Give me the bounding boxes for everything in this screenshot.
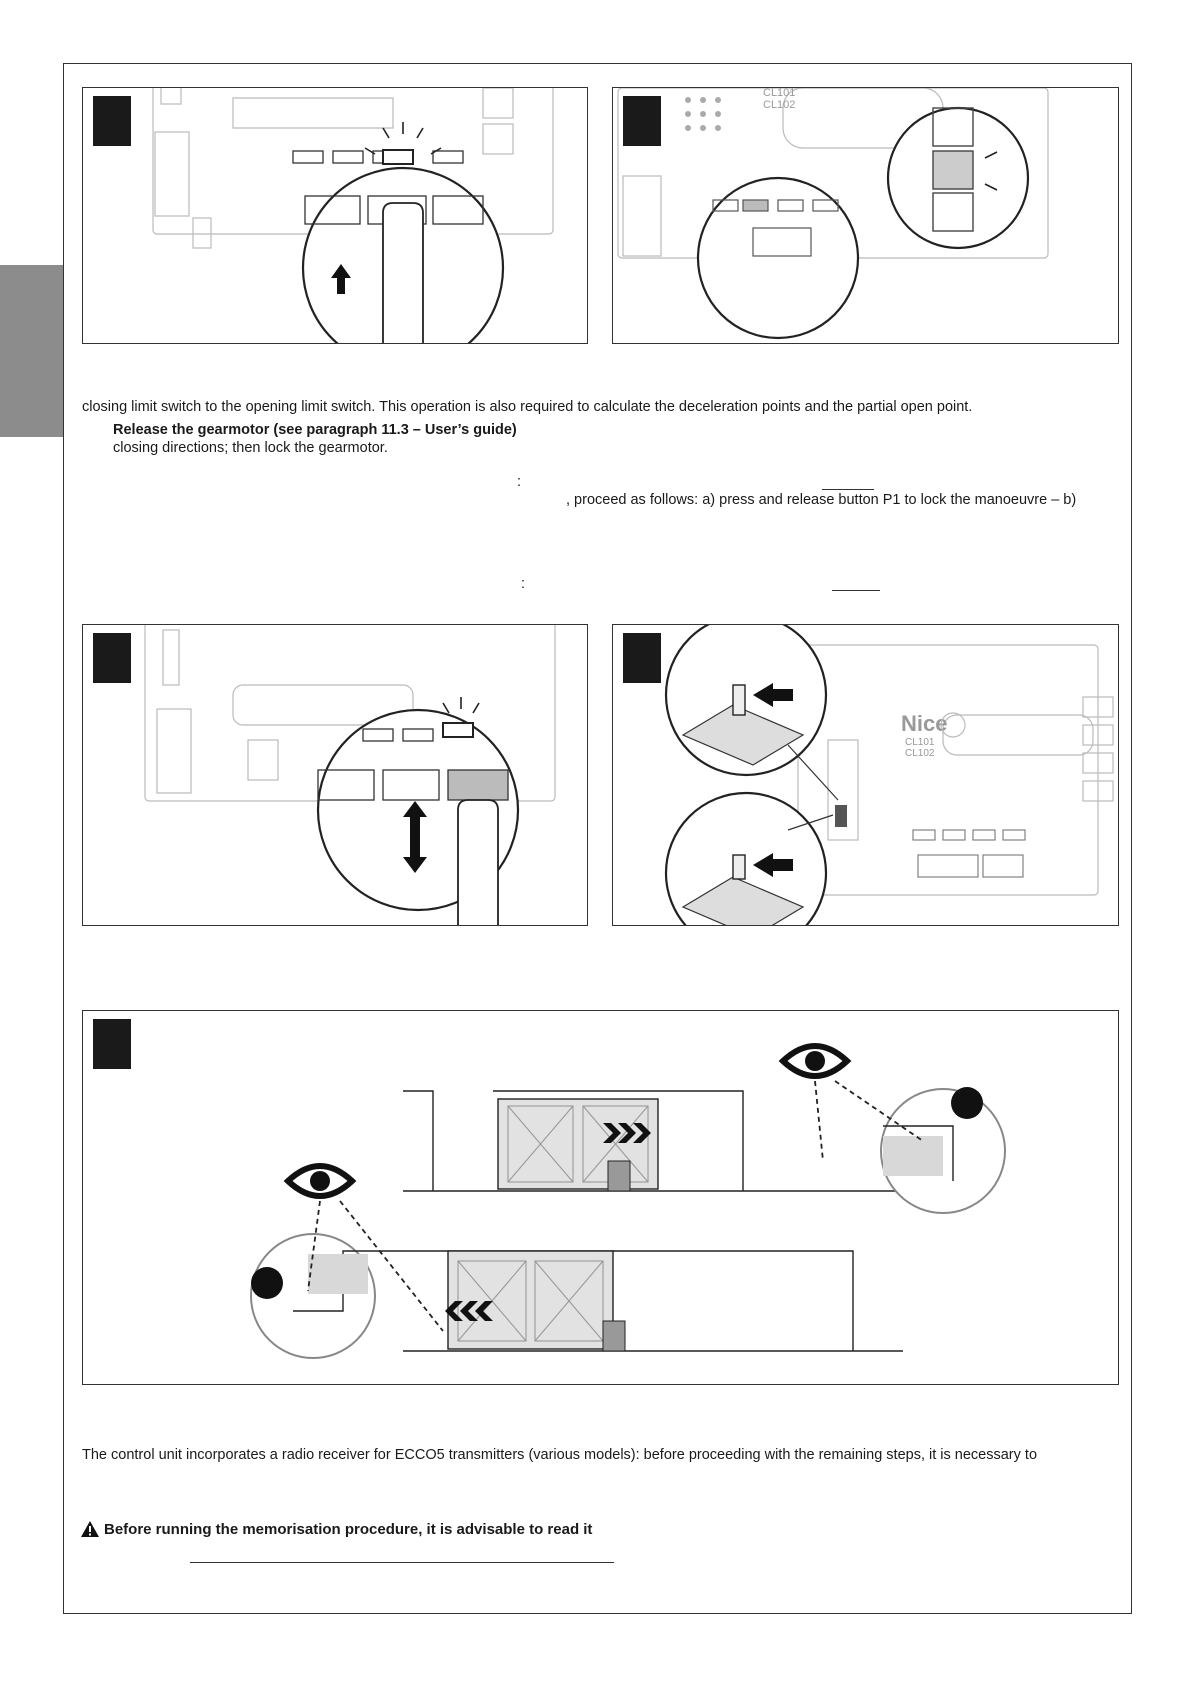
hand-icon [251, 1267, 283, 1299]
underline-1 [822, 489, 874, 490]
warning-line [80, 1520, 592, 1538]
brand-logo: Nice [901, 711, 948, 736]
figure-panel-1 [82, 87, 588, 344]
paragraph-limit-switch: closing limit switch to the opening limit switch. This operation is also required to calculate the deceleration points and the partial open point. [82, 399, 973, 415]
warning-triangle-icon [80, 1520, 100, 1538]
figure-number-box [93, 96, 131, 146]
figure-panel-3 [82, 624, 588, 926]
paragraph-release-rest: closing directions; then lock the gearmotor. [113, 440, 388, 456]
paragraph-radio-receiver: The control unit incorporates a radio receiver for ECCO5 transmitters (various models): before proceeding with the remaining steps, it is necessary to [82, 1447, 1038, 1463]
svg-text:CL101: CL101 [905, 737, 935, 748]
paragraph-proceed: , proceed as follows: a) press and release button P1 to lock the manoeuvre – b) [566, 492, 1077, 508]
underline-2 [832, 590, 880, 591]
svg-text:CL101: CL101 [763, 88, 796, 99]
warning-text: Before running the memorisation procedure, it is advisable to read it [104, 1520, 593, 1538]
figure-panel-2 [612, 87, 1119, 344]
figure-number-box [93, 1019, 131, 1069]
figure-panel-4 [612, 624, 1119, 926]
hand-icon [951, 1087, 983, 1119]
underline-footer [190, 1562, 614, 1563]
paragraph-release-bold: Release the gearmotor (see paragraph 11.3 – User’s guide) [113, 422, 517, 438]
svg-text:CL102: CL102 [905, 748, 935, 759]
figure-number-box [623, 633, 661, 683]
eye-icon [783, 1046, 847, 1076]
colon-1: : [517, 474, 522, 490]
figure-number-box [623, 96, 661, 146]
section-side-tab [0, 265, 63, 437]
figure-panel-5 [82, 1010, 1119, 1385]
figure-number-box [93, 633, 131, 683]
eye-icon [288, 1166, 352, 1196]
colon-2: : [521, 576, 526, 592]
svg-text:CL102: CL102 [763, 99, 796, 111]
